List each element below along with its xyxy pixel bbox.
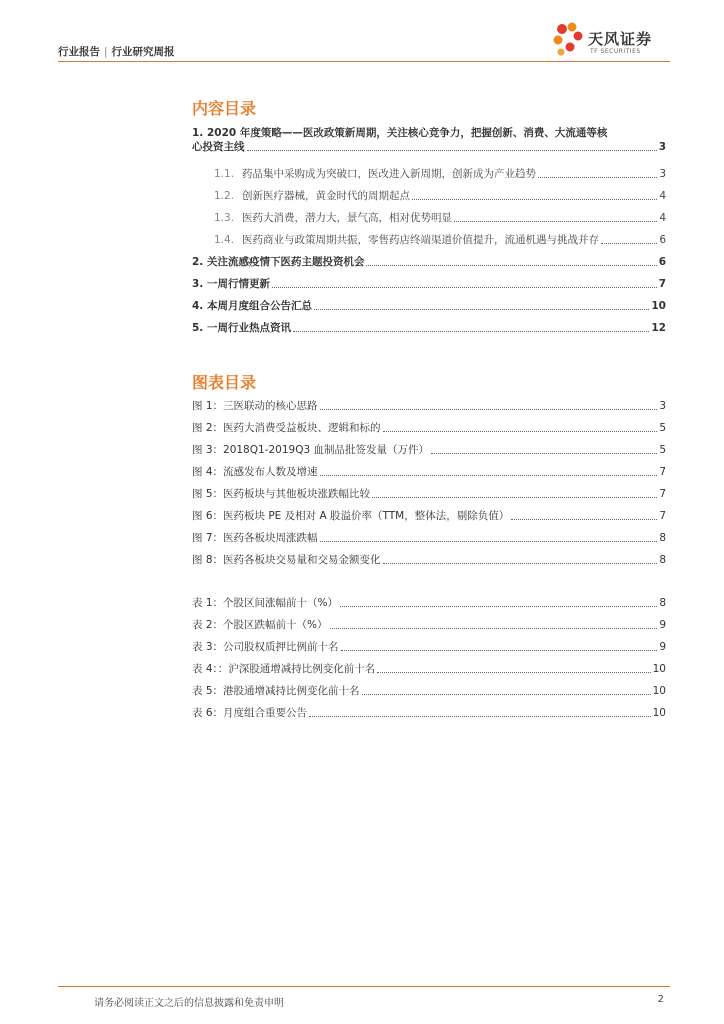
breadcrumb (58, 44, 175, 59)
table-item-label: 表 5：港股通增减持比例变化前十名 (192, 685, 360, 697)
table-item-label: 表 3：公司股权质押比例前十名 (192, 641, 339, 653)
figure-item-page: 8 (659, 554, 666, 566)
table-item-page: 10 (652, 663, 666, 675)
leader-dots (383, 431, 658, 432)
figure-item-label: 图 6：医药板块 PE 及相对 A 股溢价率（TTM，整体法，剔除负值） (192, 510, 510, 522)
leader-dots (309, 716, 651, 717)
breadcrumb-report-subtype: 行业研究周报 (111, 46, 175, 58)
toc-item-number: 1.2. (214, 190, 235, 202)
figure-item-page: 7 (659, 488, 666, 500)
figure-item-label: 图 5：医药板块与其他板块涨跌幅比较 (192, 488, 371, 500)
table-item-label: 表 6：月度组合重要公告 (192, 707, 308, 719)
table-item-page: 9 (659, 619, 666, 631)
leader-dots (272, 287, 657, 288)
figure-item-label: 图 4：流感发布人数及增速 (192, 466, 318, 478)
toc-item-1-1[interactable] (192, 168, 666, 181)
toc-item-number: 4. (192, 300, 204, 312)
figure-item-1[interactable] (192, 400, 666, 413)
leader-dots (366, 265, 656, 266)
toc-item-page: 4 (659, 190, 666, 202)
toc-item-label: 医药大消费，潜力大，景气高，相对优势明显 (242, 212, 453, 224)
leader-dots (383, 563, 658, 564)
toc-item-label: 本周月度组合公告汇总 (206, 300, 312, 312)
toc-item-page: 7 (658, 278, 666, 290)
leader-dots (320, 475, 658, 476)
table-item-label: 表 2：个股区跌幅前十（%） (192, 619, 328, 631)
toc-item-number: 1.1. (214, 168, 235, 180)
figure-item-6[interactable] (192, 510, 666, 523)
disclaimer-text: 请务必阅读正文之后的信息披露和免责申明 (94, 998, 284, 1009)
table-item-page: 9 (659, 641, 666, 653)
toc-item-5[interactable] (192, 322, 666, 335)
leader-dots (454, 221, 657, 222)
leader-dots (320, 409, 658, 410)
table-item-page: 10 (652, 685, 666, 697)
toc-item-1[interactable] (192, 126, 666, 154)
toc-item-1-4[interactable] (192, 234, 666, 247)
toc-item-1-3[interactable] (192, 212, 666, 225)
logo-text-en: TF SECURITIES (590, 48, 641, 55)
figure-item-5[interactable] (192, 488, 666, 501)
breadcrumb-report-type: 行业报告 (58, 46, 100, 58)
leader-dots (601, 243, 657, 244)
figure-item-page: 7 (659, 466, 666, 478)
leader-dots (377, 672, 650, 673)
leader-dots (362, 694, 651, 695)
toc-item-number: 3. (192, 278, 204, 290)
toc-item-page: 6 (659, 234, 666, 246)
figure-item-page: 5 (659, 422, 666, 434)
flower-logo-icon (550, 20, 586, 58)
table-item-5[interactable] (192, 685, 666, 698)
logo-text-cn: 天风证券 (588, 30, 653, 48)
toc-item-label: 2020 年度策略——医改政策新周期，关注核心竞争力，把握创新、消费、大流通等核 (206, 127, 608, 139)
list-of-figures (192, 400, 666, 720)
leader-dots (341, 650, 658, 651)
leader-dots (538, 177, 657, 178)
table-item-4[interactable] (192, 663, 666, 676)
figure-item-label: 图 2：医药大消费受益板块、逻辑和标的 (192, 422, 381, 434)
page-footer (58, 986, 670, 1009)
toc-item-label: 一周行情更新 (206, 278, 270, 290)
figure-item-3[interactable] (192, 444, 666, 457)
figure-item-7[interactable] (192, 532, 666, 545)
table-item-label: 表 1：个股区间涨幅前十（%） (192, 597, 338, 609)
leader-dots (412, 199, 657, 200)
footer-rule (58, 986, 670, 987)
toc-item-1-2[interactable] (192, 190, 666, 203)
table-item-2[interactable] (192, 619, 666, 632)
table-item-3[interactable] (192, 641, 666, 654)
figure-item-label: 图 1：三医联动的核心思路 (192, 400, 318, 412)
toc-item-page: 10 (651, 300, 666, 312)
figure-item-label: 图 3：2018Q1-2019Q3 血制品批签发量（万件） (192, 444, 429, 456)
leader-dots (511, 519, 657, 520)
breadcrumb-separator: | (104, 46, 108, 58)
figure-item-page: 7 (659, 510, 666, 522)
toc-item-page: 3 (658, 141, 666, 153)
header-rule (58, 61, 670, 62)
leader-dots (431, 453, 657, 454)
leader-dots (340, 606, 657, 607)
toc-item-4[interactable] (192, 300, 666, 313)
toc-item-number: 2. (192, 256, 204, 268)
table-item-page: 10 (652, 707, 666, 719)
toc-title: 内容目录 (192, 99, 257, 118)
leader-dots (372, 497, 657, 498)
toc-item-number: 5. (192, 322, 204, 334)
toc-item-number: 1. (192, 127, 204, 139)
toc-item-label-cont: 心投资主线 (192, 141, 245, 153)
toc-item-label: 关注流感疫情下医药主题投资机会 (206, 256, 365, 268)
toc-item-number: 1.4. (214, 234, 235, 246)
toc-item-page: 6 (658, 256, 666, 268)
toc-item-page: 4 (659, 212, 666, 224)
figures-title: 图表目录 (192, 373, 257, 392)
toc-item-3[interactable] (192, 278, 666, 291)
table-of-contents (192, 126, 666, 335)
figure-item-label: 图 8：医药各板块交易量和交易金额变化 (192, 554, 381, 566)
toc-item-label: 创新医疗器械，黄金时代的周期起点 (242, 190, 411, 202)
toc-item-page: 12 (651, 322, 666, 334)
toc-item-label: 药品集中采购成为突破口，医改进入新周期，创新成为产业趋势 (242, 168, 537, 180)
table-item-label: 表 4：：沪深股通增减持比例变化前十名 (192, 663, 376, 675)
leader-dots (320, 541, 658, 542)
leader-dots (330, 628, 658, 629)
toc-item-label: 医药商业与政策周期共振，零售药店终端渠道价值提升，流通机遇与挑战并存 (242, 234, 600, 246)
figure-item-8[interactable] (192, 554, 666, 567)
table-item-page: 8 (659, 597, 666, 609)
leader-dots (293, 331, 649, 332)
table-item-6[interactable] (192, 707, 666, 720)
figure-item-4[interactable] (192, 466, 666, 479)
figure-item-2[interactable] (192, 422, 666, 435)
toc-item-page: 3 (659, 168, 666, 180)
page-number: 2 (657, 994, 664, 1005)
toc-item-label: 一周行业热点资讯 (206, 322, 291, 334)
figure-item-page: 5 (659, 444, 666, 456)
figure-item-label: 图 7：医药各板块周涨跌幅 (192, 532, 318, 544)
leader-dots (314, 309, 649, 310)
page-header (58, 0, 670, 62)
toc-item-number: 1.3. (214, 212, 235, 224)
leader-dots (247, 150, 657, 151)
table-item-1[interactable] (192, 597, 666, 610)
figure-item-page: 8 (659, 532, 666, 544)
company-logo (550, 20, 670, 58)
toc-item-2[interactable] (192, 256, 666, 269)
figure-item-page: 3 (659, 400, 666, 412)
